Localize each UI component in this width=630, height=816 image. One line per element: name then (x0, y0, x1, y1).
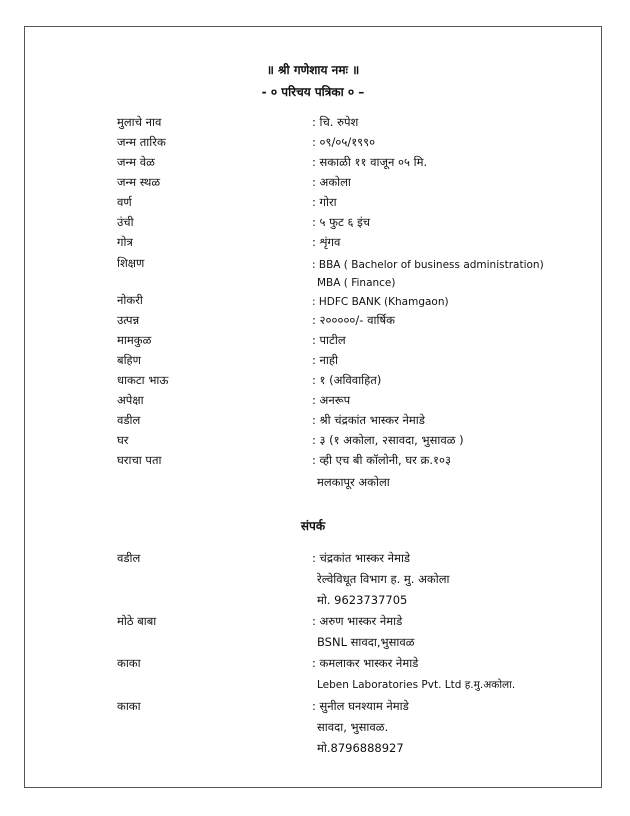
field-value-education: : BBA ( Bachelor of business administration) (312, 259, 544, 271)
contact-father-line-1: : चंद्रकांत भास्कर नेमाडे (312, 551, 411, 565)
field-value-height: : ५ फुट ६ इंच (312, 215, 371, 229)
contact-uncle-2-line-2: सावदा, भुसावळ. (317, 720, 389, 734)
contact-uncle-1-line-1: : कमलाकर भास्कर नेमाडे (312, 656, 419, 670)
field-value-birth-time: : सकाळी ११ वाजून ०५ मि. (312, 155, 428, 169)
biodata-page (24, 26, 602, 788)
contact-father-line-2: रेल्वेविधूत विभाग ह. मु. अकोला (317, 572, 450, 586)
field-label-birth-time: जन्म वेळ (117, 155, 155, 169)
contact-uncle-2-line-1: : सुनील घनश्याम नेमाडे (312, 699, 409, 713)
field-label-maternal-family: मामकुळ (117, 333, 152, 347)
field-label-education: शिक्षण (117, 256, 145, 270)
field-value-name: : चि. रुपेश (312, 115, 359, 129)
field-label-job: नोकरी (117, 293, 143, 307)
document-title: - ० परिचय पत्रिका ० – (261, 85, 365, 99)
field-label-birth-place: जन्म स्थळ (117, 175, 161, 189)
field-value-birth-place: : अकोला (312, 175, 351, 189)
contact-father-line-3: मो. 9623737705 (317, 593, 408, 607)
contact-label-uncle-1: काका (117, 656, 141, 670)
field-label-height: उंची (117, 215, 134, 229)
contact-label-father: वडील (117, 551, 141, 565)
field-label-house: घर (117, 433, 129, 447)
contact-label-uncle-2: काका (117, 699, 141, 713)
contact-label-elder-uncle: मोठे बाबा (117, 614, 157, 628)
contact-heading: संपर्क (300, 519, 326, 533)
field-label-income: उत्पन्न (117, 313, 140, 327)
field-value-education-extra: MBA ( Finance) (317, 277, 396, 289)
field-value-income: : २०००००/- वार्षिक (312, 313, 395, 327)
field-label-expectation: अपेक्षा (117, 393, 144, 407)
field-label-name: मुलाचे नाव (117, 115, 162, 129)
field-label-address: घराचा पता (117, 453, 162, 467)
field-value-job: : HDFC BANK (Khamgaon) (312, 296, 449, 308)
field-label-sister: बहिण (117, 353, 141, 367)
field-value-address-extra: मलकापूर अकोला (317, 475, 390, 489)
field-label-father: वडील (117, 413, 141, 427)
field-value-birth-date: : ०९/०५/१९९० (312, 135, 376, 149)
field-value-sister: : नाही (312, 353, 338, 367)
contact-elder-uncle-line-2: BSNL सावदा,भुसावळ (317, 635, 415, 649)
field-label-younger-brother: धाकटा भाऊ (117, 373, 169, 387)
field-value-younger-brother: : १ (अविवाहित) (312, 373, 382, 387)
field-value-expectation: : अनरूप (312, 393, 351, 407)
contact-uncle-1-line-2: Leben Laboratories Pvt. Ltd ह.मु.अकोला. (317, 679, 516, 691)
contact-uncle-2-line-3: मो.8796888927 (317, 741, 404, 755)
field-value-house: : ३ (१ अकोला, २सावदा, भुसावळ ) (312, 433, 464, 447)
field-label-birth-date: जन्म तारिक (117, 135, 166, 149)
field-label-gotra: गोत्र (117, 235, 133, 249)
field-value-maternal-family: : पाटील (312, 333, 346, 347)
field-label-complexion: वर्ण (117, 195, 132, 209)
field-value-address: : व्ही एच बी कॉलोनी, घर क्र.१०३ (312, 453, 451, 467)
field-value-gotra: : शृंगव (312, 235, 341, 249)
field-value-complexion: : गोरा (312, 195, 337, 209)
contact-elder-uncle-line-1: : अरुण भास्कर नेमाडे (312, 614, 403, 628)
field-value-father: : श्री चंद्रकांत भास्कर नेमाडे (312, 413, 425, 427)
invocation-heading: ॥ श्री गणेशाय नमः ॥ (266, 63, 360, 77)
